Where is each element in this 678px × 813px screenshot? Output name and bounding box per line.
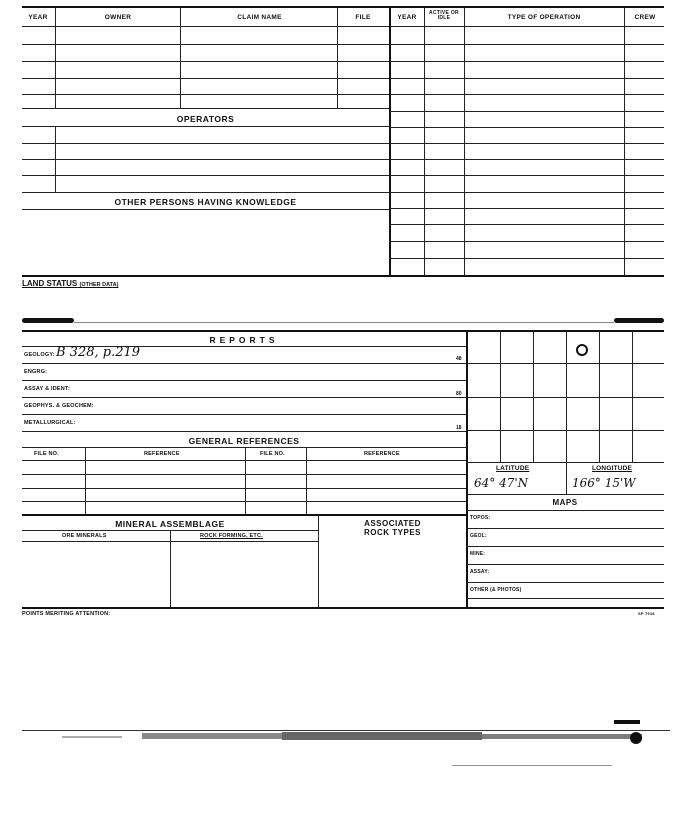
maps-title: MAPS: [552, 498, 578, 507]
report-row-metallurgical-code: 18: [456, 425, 462, 431]
header-year: YEAR: [28, 14, 48, 21]
report-row-geophys-label: GEOPHYS. & GEOCHEM:: [24, 403, 94, 409]
report-row-assay-code: 80: [456, 391, 462, 397]
header-type-of-operation: TYPE OF OPERATION: [507, 14, 581, 21]
land-status-subtitle: (OTHER DATA): [79, 282, 119, 288]
land-status-title: LAND STATUS: [22, 279, 78, 288]
general-references-title: GENERAL REFERENCES: [188, 436, 300, 446]
longitude-label: LONGITUDE: [592, 465, 633, 472]
operators-title: OPERATORS: [176, 114, 235, 124]
latitude-value: 64° 47'N: [474, 476, 529, 490]
gen-ref-col-file-no-1: FILE NO.: [34, 451, 59, 457]
gen-ref-col-file-no-2: FILE NO.: [260, 451, 285, 457]
gen-ref-col-reference-2: REFERENCE: [364, 451, 400, 457]
scan-smudge-left: [22, 318, 74, 323]
scan-smudge-right: [614, 318, 664, 323]
points-meriting-attention-label: POINTS MERITING ATTENTION:: [22, 611, 111, 617]
header-file: FILE: [355, 14, 371, 21]
maps-row-geol: GEOL:: [470, 533, 487, 539]
report-row-geology-value: B 328, p.219: [56, 345, 141, 360]
report-row-metallurgical-label: METALLURGICAL:: [24, 420, 76, 426]
report-row-geology-code: 48: [456, 356, 462, 362]
header-owner: OWNER: [104, 14, 132, 21]
gen-ref-col-reference-1: REFERENCE: [144, 451, 180, 457]
maps-row-mine: MINE:: [470, 551, 486, 557]
scan-noise-graphic: [22, 720, 670, 775]
reports-title: REPORTS: [209, 335, 279, 345]
land-status-heading: [22, 279, 118, 288]
associated-rock-types-label: ASSOCIATED ROCK TYPES: [363, 519, 421, 537]
rock-forming-label: ROCK FORMING, ETC.: [200, 533, 263, 539]
latitude-label: LATITUDE: [496, 465, 530, 472]
ore-minerals-label: ORE MINERALS: [62, 533, 107, 539]
grid-location-mark: [576, 344, 588, 356]
header-crew: CREW: [634, 14, 656, 21]
maps-row-other-photos: OTHER (& PHOTOS): [470, 587, 522, 593]
longitude-value: 166° 15'W: [572, 476, 636, 490]
form-number: SP 7918: [638, 611, 655, 616]
header-claim-name: CLAIM NAME: [237, 14, 282, 21]
mineral-assemblage-title: MINERAL ASSEMBLAGE: [115, 519, 225, 529]
header-active-or-idle: ACTIVE OR IDLE: [429, 10, 459, 21]
report-row-engrg-label: ENGRG:: [24, 369, 48, 375]
maps-row-assay: ASSAY:: [470, 569, 490, 575]
report-row-assay-label: ASSAY & IDENT:: [24, 386, 70, 392]
report-row-geology-label: GEOLOGY:: [24, 352, 55, 358]
header-year-2: YEAR: [397, 14, 417, 21]
maps-row-topos: TOPOS:: [470, 515, 491, 521]
other-persons-title: OTHER PERSONS HAVING KNOWLEDGE: [114, 197, 297, 207]
